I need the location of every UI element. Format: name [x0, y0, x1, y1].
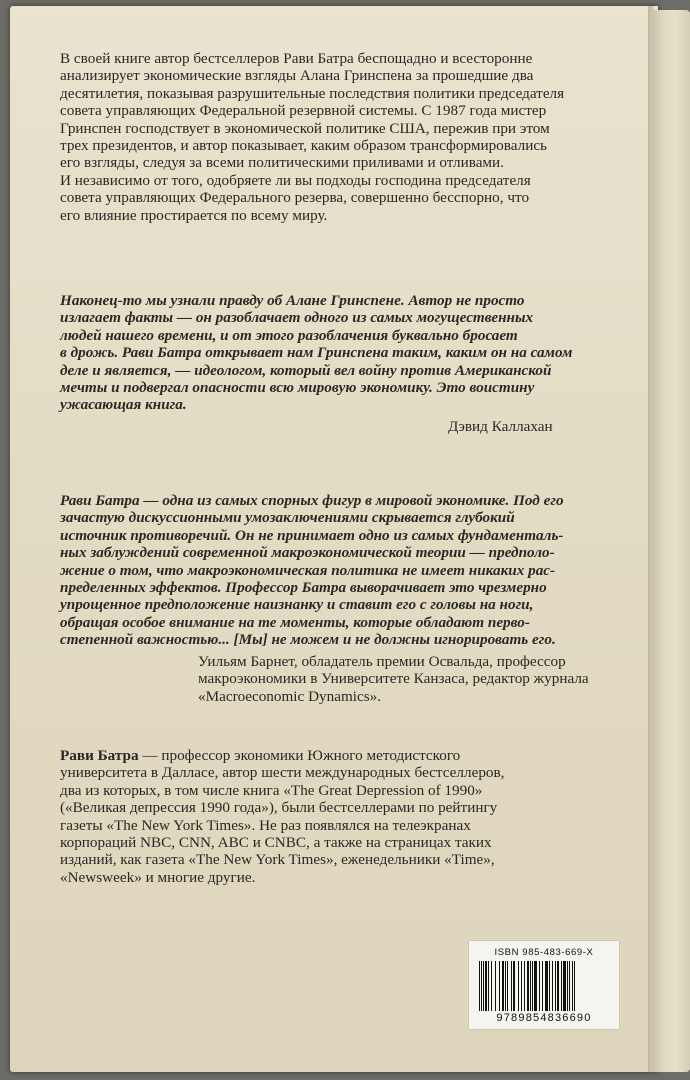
barcode-bar: [539, 961, 540, 1011]
quote-line: ужасающая книга.: [60, 396, 187, 414]
barcode-bar: [505, 961, 506, 1011]
barcode-bar: [563, 961, 566, 1011]
description-line: В своей книге автор бестселлеров Рави Батра беспощадно и всесторонне: [60, 50, 533, 67]
description-line: трех президентов, и автор показывает, каким образом трансформировались: [60, 137, 547, 155]
quote-author-callahan: Дэвид Каллахан: [448, 418, 553, 435]
barcode-bar: [502, 961, 504, 1011]
barcode-bar: [555, 961, 556, 1011]
quote-line: в дрожь. Рави Батра открывает нам Гринспена таким, каким он на самом: [60, 344, 573, 362]
quote-line: Наконец-то мы узнали правду об Алане Гринспене. Автор не просто: [60, 292, 525, 309]
barcode-bar: [561, 961, 562, 1011]
quote-line: зачастую дискуссионными умозаключениями скрывается глубокий: [60, 509, 515, 527]
barcode-digits: 9789854836690: [496, 1012, 592, 1024]
quote-author-barnett: [198, 653, 638, 705]
bio-line: два из которых, в том числе книга «The Great Depression of 1990»: [60, 781, 483, 799]
author-bio: [60, 747, 620, 886]
author-line: макроэкономики в Университете Канзаса, редактор журнала: [198, 670, 589, 688]
description-line: Гринспен господствует в экономической политике США, пережив при этом: [60, 119, 550, 137]
quote-line: степенной важностью... [Мы] не можем и не должны игнорировать его.: [60, 631, 556, 649]
bio-line: газеты «The New York Times». Не раз появлялся на телеэкранах: [60, 816, 471, 834]
bio-first-line: [60, 747, 620, 764]
barcode-bar: [485, 961, 487, 1011]
bio-line: университета в Далласе, автор шести международных бестселлеров,: [60, 764, 505, 782]
quote-line: ных заблуждений современной макроэкономической теории — предполо-: [60, 544, 555, 562]
quote-line: источник противоречий. Он не принимает одно из самых фундаменталь-: [60, 526, 564, 544]
book-description: [60, 50, 620, 224]
barcode-bar: [483, 961, 484, 1011]
barcode-bar: [572, 961, 573, 1011]
author-name: Рави Батра: [60, 747, 139, 764]
bio-line: «Newsweek» и многие другие.: [60, 868, 256, 886]
barcode-bar: [527, 961, 529, 1011]
barcode-bar: [567, 961, 568, 1011]
quote-callahan: [60, 292, 618, 414]
barcode-bar: [549, 961, 550, 1011]
barcode-bar: [513, 961, 515, 1011]
barcode-bar: [507, 961, 508, 1011]
barcode-bar: [557, 961, 559, 1011]
quote-line: Рави Батра — одна из самых спорных фигур в мировой экономике. Под его: [60, 492, 564, 509]
barcode-bar: [542, 961, 543, 1011]
barcode-bar: [495, 961, 496, 1011]
barcode-bar: [488, 961, 489, 1011]
barcode-bar: [479, 961, 480, 1011]
barcode-bar: [524, 961, 525, 1011]
barcode-bar: [491, 961, 492, 1011]
barcode-bar: [545, 961, 548, 1011]
barcode-box: [468, 940, 620, 1030]
description-line: анализирует экономические взгляды Алана Гринспена за прошедшие два: [60, 67, 534, 85]
barcode-bar: [521, 961, 522, 1011]
quote-line: пределенных эффектов. Профессор Батра выворачивает это чрезмерно: [60, 579, 547, 597]
bio-line: («Великая депрессия 1990 года»), были бестселлерами по рейтингу: [60, 799, 498, 817]
bio-line-rest: — профессор экономики Южного методистского: [138, 747, 461, 764]
quote-line: мечты и подвергал опасности всю мировую экономику. Это воистину: [60, 379, 535, 397]
barcode-bar: [569, 961, 570, 1011]
quote-barnett: [60, 492, 620, 649]
barcode-bar: [534, 961, 537, 1011]
description-line: его взгляды, следуя за всеми политическими приливами и отливами.: [60, 154, 504, 172]
quote-line: упрощенное предположение наизнанку и ставит его с головы на ноги,: [60, 596, 534, 614]
author-line: «Macroeconomic Dynamics».: [198, 687, 382, 705]
quote-line: людей нашего времени, и от этого разоблачения буквально бросает: [60, 326, 518, 344]
book-back-cover: [10, 6, 658, 1072]
barcode-bar: [552, 961, 553, 1011]
description-line: И независимо от того, одобряете ли вы подходы господина председателя: [60, 171, 531, 189]
bio-line: изданий, как газета «The New York Times», еженедельники «Time»,: [60, 851, 495, 869]
barcode-bar: [481, 961, 482, 1011]
description-line: совета управляющих Федеральной резервной системы. С 1987 года мистер: [60, 102, 547, 120]
description-line: совета управляющих Федерального резерва, совершенно бесспорно, что: [60, 189, 530, 207]
spine-edge: [652, 10, 690, 1072]
barcode-bar: [511, 961, 512, 1011]
quote-line: излагает факты — он разоблачает одного из самых могущественных: [60, 309, 534, 327]
barcode-bar: [530, 961, 531, 1011]
barcode-graphic: [477, 961, 611, 1013]
quote-line: обращая особое внимание на те моменты, которые обладают перво-: [60, 613, 530, 631]
barcode-bar: [532, 961, 533, 1011]
bio-line: корпораций NBC, CNN, ABC и CNBC, а также на страницах таких: [60, 834, 492, 852]
description-line: его влияние простирается по всему миру.: [60, 206, 328, 224]
barcode-bar: [499, 961, 500, 1011]
quote-line: жение о том, что макроэкономическая политика не имеет никаких рас-: [60, 561, 556, 579]
barcode-bar: [574, 961, 575, 1011]
barcode-bar: [518, 961, 519, 1011]
author-line: Уильям Барнет, обладатель премии Освальда, профессор: [198, 653, 566, 670]
quote-line: деле и является, — идеологом, который вел войну против Американской: [60, 361, 552, 379]
isbn-label: ISBN 985-483-669-X: [494, 947, 594, 958]
description-line: десятилетия, показывая разрушительные последствия политики председателя: [60, 84, 565, 102]
